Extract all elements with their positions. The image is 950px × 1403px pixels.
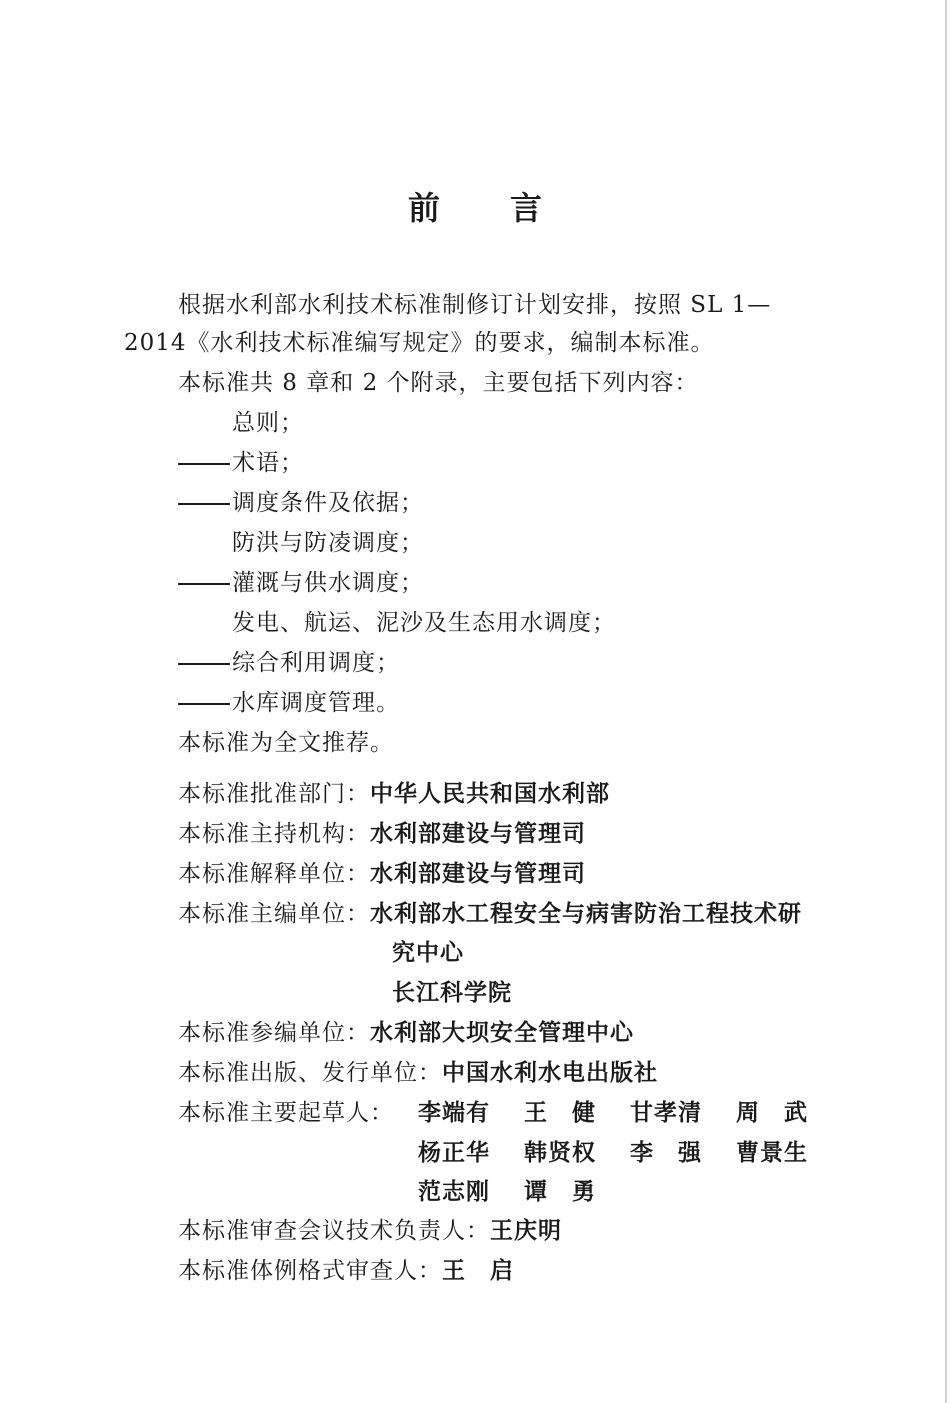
list-item: 总则； xyxy=(232,410,304,436)
participate-row: 本标准参编单位：水利部大坝安全管理中心 xyxy=(178,1020,634,1046)
recommend-line: 本标准为全文推荐。 xyxy=(178,730,394,756)
intro-line-2: 2014《水利技术标准编写规定》的要求，编制本标准。 xyxy=(124,330,715,356)
list-item: 水库调度管理。 xyxy=(178,688,400,718)
list-item: 防洪与防凌调度； xyxy=(232,530,424,556)
format-review-row: 本标准体例格式审查人：王 启 xyxy=(178,1258,514,1284)
publish-row: 本标准出版、发行单位：中国水利水电出版社 xyxy=(178,1060,658,1086)
approve-row: 本标准批准部门：中华人民共和国水利部 xyxy=(178,781,610,807)
list-item: 灌溉与供水调度； xyxy=(178,568,424,598)
page-title: 前言 xyxy=(407,189,612,227)
host-row: 本标准主持机构：水利部建设与管理司 xyxy=(178,821,586,847)
chief-row-second-unit: 长江科学院 xyxy=(392,980,512,1006)
drafters-row-3: 范志刚 谭 勇 xyxy=(418,1179,596,1205)
review-row: 本标准审查会议技术负责人：王庆明 xyxy=(178,1218,562,1244)
list-item: 发电、航运、泥沙及生态用水调度； xyxy=(232,610,616,636)
drafters-row-2: 杨正华 韩贤权 李 强 曹景生 xyxy=(418,1140,808,1166)
list-item: 调度条件及依据； xyxy=(178,488,424,518)
list-item: 术语； xyxy=(178,448,304,478)
drafters-label: 本标准主要起草人： xyxy=(178,1100,394,1126)
interpret-row: 本标准解释单位：水利部建设与管理司 xyxy=(178,861,586,887)
list-item: 综合利用调度； xyxy=(178,648,400,678)
intro-line-3: 本标准共 8 章和 2 个附录，主要包括下列内容： xyxy=(178,370,699,396)
chief-row: 本标准主编单位：水利部水工程安全与病害防治工程技术研 xyxy=(178,901,802,927)
intro-line-1: 根据水利部水利技术标准制修订计划安排，按照 SL 1— xyxy=(178,292,772,318)
page-edge-line xyxy=(945,0,947,1403)
drafters-row-1: 李端有 王 健 甘孝清 周 武 xyxy=(418,1100,808,1126)
chief-row-continued: 究中心 xyxy=(392,940,464,966)
